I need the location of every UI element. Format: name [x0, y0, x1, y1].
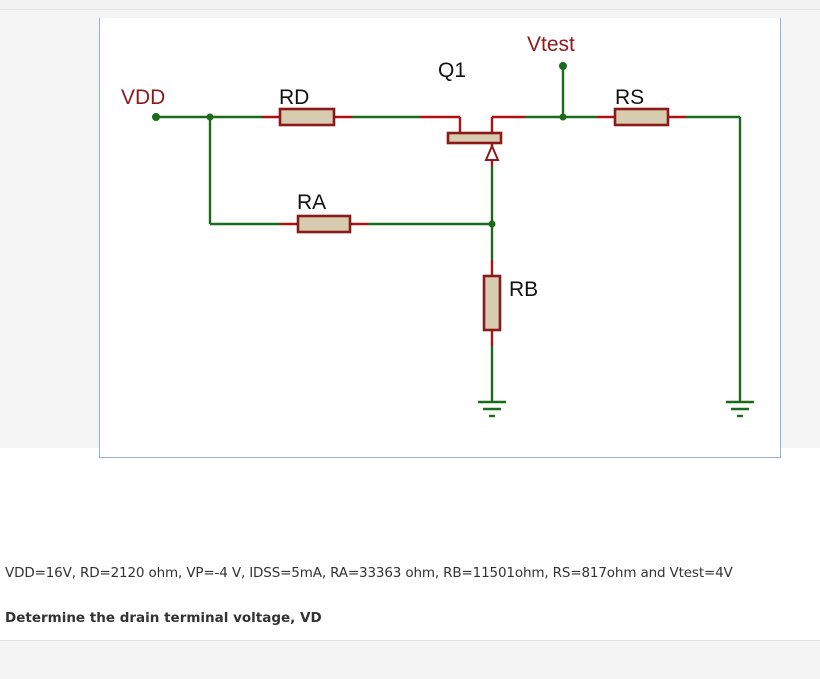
label-rs: RS [615, 86, 645, 109]
resistor-rd [280, 109, 334, 125]
problem-question: Determine the drain terminal voltage, VD [5, 610, 322, 626]
label-rb: RB [509, 278, 539, 301]
vdd-terminal-dot [152, 113, 160, 121]
label-vdd: VDD [121, 86, 166, 109]
jfet-q1-symbol [448, 133, 501, 160]
resistor-ra [298, 216, 350, 232]
junction-vdd [207, 114, 214, 121]
label-vtest: Vtest [527, 33, 575, 56]
ground-symbol-rb [478, 402, 506, 416]
jfet-gate-arrow-icon [486, 146, 498, 160]
junction-gate [489, 221, 496, 228]
vtest-terminal-dot [559, 62, 567, 70]
label-ra: RA [297, 191, 327, 214]
resistor-rs [615, 109, 668, 125]
label-q1: Q1 [438, 59, 467, 82]
label-rd: RD [279, 86, 310, 109]
jfet-channel [448, 133, 501, 143]
bottom-strip [0, 640, 820, 679]
junction-source [560, 114, 567, 121]
problem-parameters: VDD=16V, RD=2120 ohm, VP=-4 V, IDSS=5mA, RA=33363 ohm, RB=11501ohm, RS=817ohm and Vtest=4V [5, 565, 733, 581]
ground-symbol-right [726, 402, 754, 416]
junction-dots [152, 62, 567, 228]
resistor-rb [484, 276, 500, 330]
